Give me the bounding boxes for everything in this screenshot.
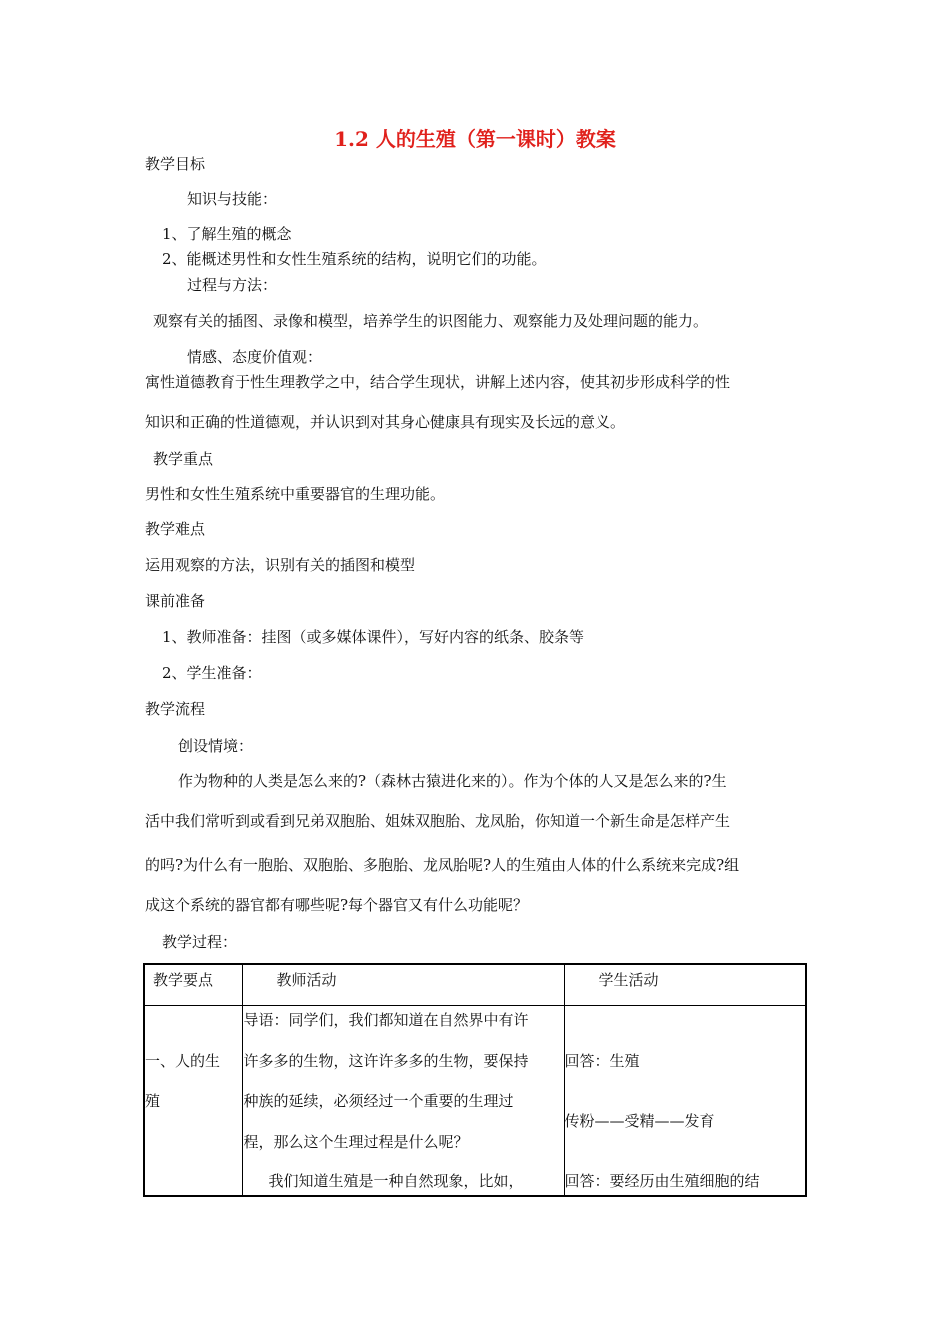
student-line-1: 回答：生殖 [564, 1052, 640, 1070]
subheading-emotion-values: 情感、态度价值观： [187, 348, 323, 366]
scenario-text-3: 的吗?为什么有一胞胎、双胞胎、多胞胎、龙凤胎呢?人的生殖由人体的什么系统来完成?组 [145, 856, 740, 874]
table-row [144, 1006, 806, 1197]
subheading-process-methods: 过程与方法： [187, 276, 278, 294]
emotion-values-text-2: 知识和正确的性道德观，并认识到对其身心健康具有现实及长远的意义。 [145, 413, 626, 431]
cell-teaching-point [144, 1006, 242, 1197]
teaching-process-table [143, 963, 807, 1197]
student-line-3: 回答：要经历由生殖细胞的结 [564, 1172, 760, 1190]
heading-difficulties: 教学难点 [145, 520, 206, 538]
teacher-line-2: 许多多的生物，这许许多多的生物，要保持 [243, 1052, 529, 1070]
header-points-label: 教学要点 [153, 971, 214, 989]
point-line-2: 殖 [145, 1092, 161, 1110]
teacher-line-4: 程，那么这个生理过程是什么呢？ [243, 1133, 469, 1151]
student-line-2: 传粉——受精——发育 [564, 1112, 715, 1130]
difficulties-text: 运用观察的方法，识别有关的插图和模型 [145, 556, 416, 574]
process-methods-text: 观察有关的插图、录像和模型，培养学生的识图能力、观察能力及处理问题的能力。 [153, 312, 709, 330]
teacher-line-1: 导语：同学们，我们都知道在自然界中有许 [243, 1011, 529, 1029]
goal-item-1: 1、了解生殖的概念 [162, 225, 292, 243]
header-teacher-label: 教师活动 [276, 971, 337, 989]
header-cell-points [144, 964, 242, 1006]
document-title: 1.2 人的生殖（第一课时）教案 [334, 127, 616, 151]
scenario-text-4: 成这个系统的器官都有哪些呢?每个器官又有什么功能呢？ [145, 896, 529, 914]
preparation-item-1: 1、教师准备：挂图（或多媒体课件），写好内容的纸条、胶条等 [162, 628, 585, 646]
cell-student-activity [564, 1006, 806, 1197]
header-cell-student [564, 964, 806, 1006]
subheading-create-scenario: 创设情境： [178, 737, 254, 755]
heading-preparation: 课前准备 [145, 592, 206, 610]
header-cell-teacher [242, 964, 564, 1006]
heading-teaching-flow: 教学流程 [145, 700, 206, 718]
subheading-knowledge-skills: 知识与技能： [187, 190, 278, 208]
heading-teaching-goals: 教学目标 [145, 155, 206, 173]
scenario-text-1: 作为物种的人类是怎么来的?（森林古猿进化来的）。作为个体的人又是怎么来的?生 [178, 772, 727, 790]
emotion-values-text-1: 寓性道德教育于性生理教学之中，结合学生现状，讲解上述内容，使其初步形成科学的性 [145, 373, 731, 391]
scenario-text-2: 活中我们常听到或看到兄弟双胞胎、姐妹双胞胎、龙凤胎，你知道一个新生命是怎样产生 [145, 812, 731, 830]
goal-item-2: 2、能概述男性和女性生殖系统的结构，说明它们的功能。 [162, 250, 547, 268]
preparation-item-2: 2、学生准备： [162, 664, 262, 682]
cell-teacher-activity [242, 1006, 564, 1197]
key-points-text: 男性和女性生殖系统中重要器官的生理功能。 [145, 485, 446, 503]
heading-key-points: 教学重点 [153, 450, 214, 468]
teacher-line-3: 种族的延续，必须经过一个重要的生理过 [243, 1092, 514, 1110]
teacher-line-5: 我们知道生殖是一种自然现象，比如， [268, 1172, 524, 1190]
subheading-teaching-process: 教学过程： [162, 933, 238, 951]
point-line-1: 一、人的生 [145, 1052, 221, 1070]
table-header-row [144, 964, 806, 1006]
header-student-label: 学生活动 [598, 971, 659, 989]
